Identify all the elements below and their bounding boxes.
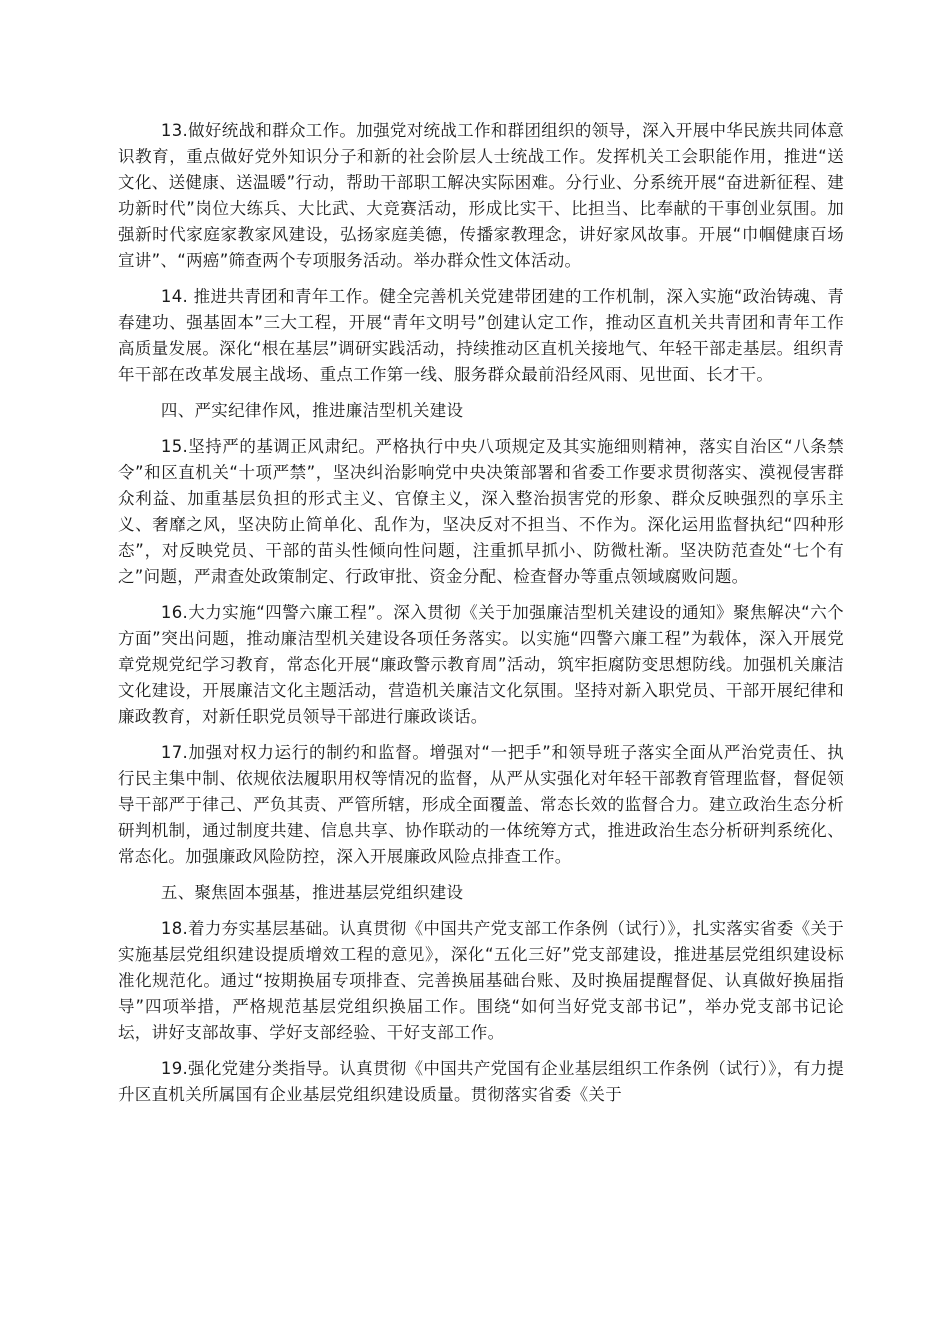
paragraph-14: 14. 推进共青团和青年工作。健全完善机关党建带团建的工作机制，深入实施“政治铸魂、青春建功、强基固本”三大工程，开展“青年文明号”创建认定工作，推动区直机关共青团和青年工作高质量发展。深化“根在基层”调研实践活动，持续推动区直机关接地气、年轻干部走基层。组织青年干部在改革发展主战场、重点工作第一线、服务群众最前沿经风雨、见世面、长才干。 [118, 287, 844, 384]
paragraph-18: 18.着力夯实基层基础。认真贯彻《中国共产党支部工作条例（试行）》，扎实落实省委《关于实施基层党组织建设提质增效工程的意见》，深化“五化三好”党支部建设，推进基层党组织建设标准化规范化。通过“按期换届专项排查、完善换届基础台账、及时换届提醒督促、认真做好换届指导”四项举措，严格规范基层党组织换届工作。围绕“如何当好党支部书记”，举办党支部书记论坛，讲好支部故事、学好支部经验、干好支部工作。 [118, 919, 844, 1042]
paragraph-16: 16.大力实施“四警六廉工程”。深入贯彻《关于加强廉洁型机关建设的通知》聚焦解决“六个方面”突出问题，推动廉洁型机关建设各项任务落实。以实施“四警六廉工程”为载体，深入开展党章党规党纪学习教育，常态化开展“廉政警示教育周”活动，筑牢拒腐防变思想防线。加强机关廉洁文化建设，开展廉洁文化主题活动，营造机关廉洁文化氛围。坚持对新入职党员、干部开展纪律和廉政教育，对新任职党员领导干部进行廉政谈话。 [118, 603, 844, 726]
paragraph-19: 19.强化党建分类指导。认真贯彻《中国共产党国有企业基层组织工作条例（试行）》，有力提升区直机关所属国有企业基层党组织建设质量。贯彻落实省委《关于 [118, 1059, 844, 1104]
section-heading-5: 五、聚焦固本强基，推进基层党组织建设 [160, 883, 464, 902]
paragraph-13: 13.做好统战和群众工作。加强党对统战工作和群团组织的领导，深入开展中华民族共同体意识教育，重点做好党外知识分子和新的社会阶层人士统战工作。发挥机关工会职能作用，推进“送文化、送健康、送温暖”行动，帮助干部职工解决实际困难。分行业、分系统开展“奋进新征程、建功新时代”岗位大练兵、大比武、大竞赛活动，形成比实干、比担当、比奉献的干事创业氛围。加强新时代家庭家教家风建设，弘扬家庭美德，传播家教理念，讲好家风故事。开展“巾帼健康百场宣讲”、“两癌”筛查两个专项服务活动。举办群众性文体活动。 [118, 121, 844, 270]
section-heading-4: 四、严实纪律作风，推进廉洁型机关建设 [160, 401, 464, 420]
paragraph-17: 17.加强对权力运行的制约和监督。增强对“一把手”和领导班子落实全面从严治党责任、执行民主集中制、依规依法履职用权等情况的监督，从严从实强化对年轻干部教育管理监督，督促领导干部严于律己、严负其责、严管所辖，形成全面覆盖、常态长效的监督合力。建立政治生态分析研判机制，通过制度共建、信息共享、协作联动的一体统筹方式，推进政治生态分析研判系统化、常态化。加强廉政风险防控，深入开展廉政风险点排查工作。 [118, 743, 844, 866]
document-page [118, 118, 844, 1118]
paragraph-15: 15.坚持严的基调正风肃纪。严格执行中央八项规定及其实施细则精神，落实自治区“八条禁令”和区直机关“十项严禁”，坚决纠治影响党中央决策部署和省委工作要求贯彻落实、漠视侵害群众利益、加重基层负担的形式主义、官僚主义，深入整治损害党的形象、群众反映强烈的享乐主义、奢靡之风，坚决防止简单化、乱作为，坚决反对不担当、不作为。深化运用监督执纪“四种形态”，对反映党员、干部的苗头性倾向性问题，注重抓早抓小、防微杜渐。坚决防范查处“七个有之”问题，严肃查处政策制定、行政审批、资金分配、检查督办等重点领域腐败问题。 [118, 437, 844, 586]
